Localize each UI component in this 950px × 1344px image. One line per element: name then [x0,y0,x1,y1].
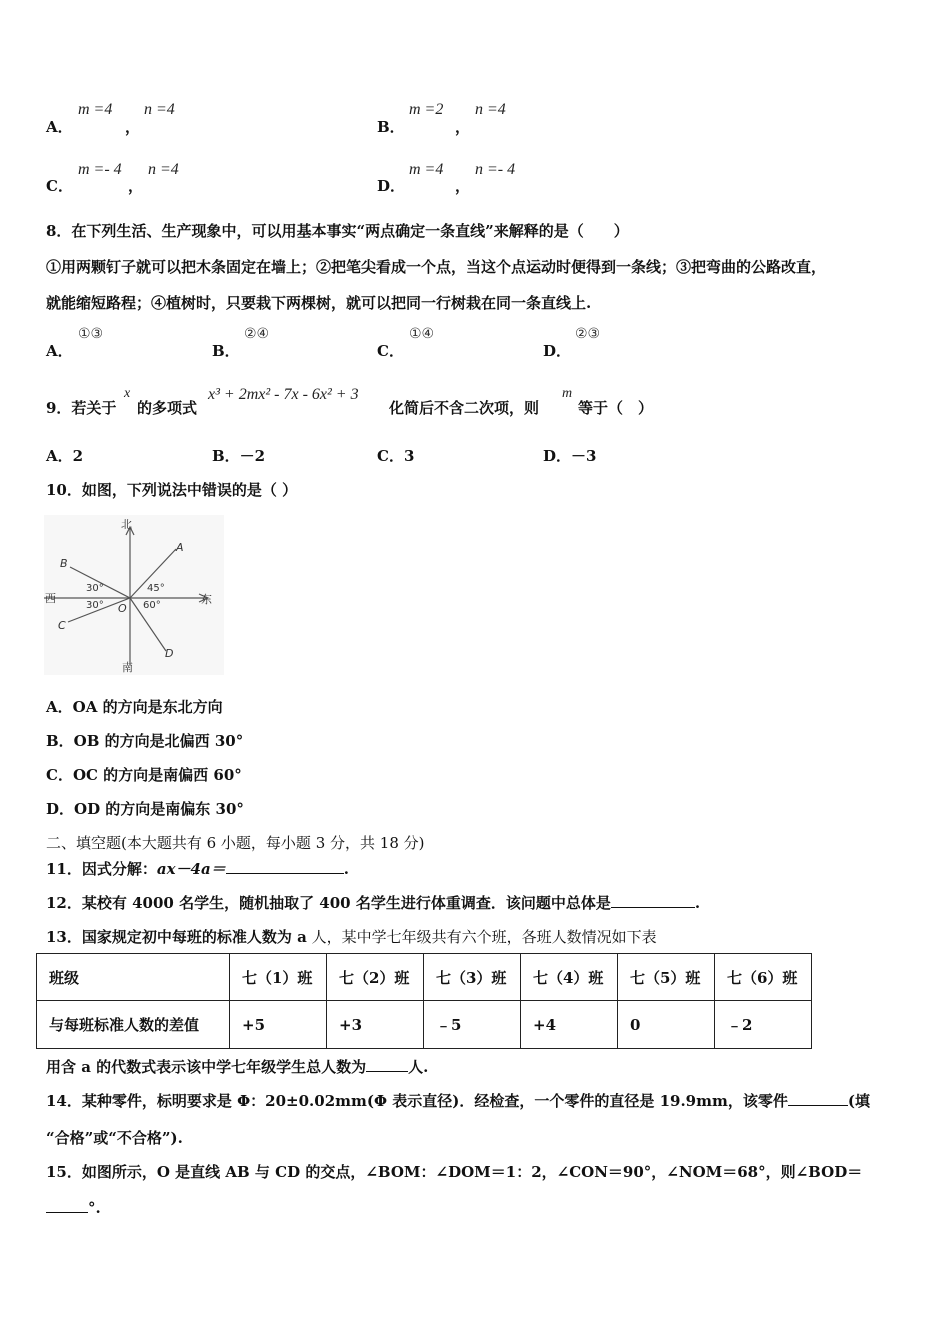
q13-after [46,1056,428,1077]
q9-var-x: x [124,386,131,401]
table-header-cell: 班级 [37,954,230,1001]
table-cell: +3 [327,1001,424,1049]
angle-a: 45° [147,583,165,594]
q11-pre: 11．因式分解： [46,860,157,878]
q8-option-d-label: D． [543,342,572,360]
q14-line1 [46,1090,870,1111]
q10-option-d: D．OD 的方向是南偏东 30° [46,800,244,818]
q14-line2: “合格”或“不合格”). [46,1129,183,1147]
q8-statement-line1: ①用两颗钉子就可以把木条固定在墙上；②把笔尖看成一个点，当这个点运动时便得到一条线；③把弯曲的公路改直， [46,258,827,276]
q14-line1-end: (填 [847,1092,870,1110]
label-north: 北 [121,518,132,531]
q8-option-d-value: ②③ [575,326,601,342]
label-d: D [165,647,174,660]
q11-answer-blank [226,859,344,874]
q15-line1: 15．如图所示，O 是直线 AB 与 CD 的交点，∠BOM：∠DOM＝1：2，∠CON＝90°，∠NOM＝68°，则∠BOD＝ [46,1163,863,1181]
q13-after-end: 人. [408,1058,429,1076]
table-header-cell: 七（4）班 [521,954,618,1001]
q9-stem-post: 化简后不含二次项，则 [389,399,540,417]
q10-option-a: A．OA 的方向是东北方向 [46,698,223,716]
q9-polynomial: x³ + 2mx² - 7x - 6x² + 3 [208,386,359,403]
q8-option-b-value: ②④ [244,326,270,342]
q9-var-m: m [562,386,573,401]
q7-option-b-n: n =4 [475,101,506,118]
q8-option-b-label: B． [212,342,240,360]
q9-option-d: D．－3 [543,447,597,465]
q7-option-a-n: n =4 [144,101,175,118]
q7-option-d-n: n =- 4 [475,161,516,178]
q7-option-c-comma: ， [128,177,144,195]
q7-option-d-label: D． [377,177,406,195]
q7-option-c-n: n =4 [148,161,179,178]
table-header-cell: 七（3）班 [424,954,521,1001]
q9-stem-pre: 9．若关于 [46,399,117,417]
table-header-row [37,954,812,1001]
q8-option-c-label: C． [377,342,404,360]
table-cell: 0 [618,1001,715,1049]
table-row [37,1001,812,1049]
q15-line2-end: °. [88,1199,101,1217]
q7-option-d-comma: ， [455,177,471,195]
q10-stem: 10．如图，下列说法中错误的是（ ） [46,481,298,499]
table-header-cell: 七（5）班 [618,954,715,1001]
table-cell: ﹣5 [424,1001,521,1049]
q13-after-text: 用含 a 的代数式表示该中学七年级学生总人数为 [46,1058,367,1076]
q7-option-c-label: C． [46,177,73,195]
q9-option-a: A．2 [46,447,84,465]
q9-option-b: B．－2 [212,447,266,465]
q8-stem: 8．在下列生活、生产现象中，可以用基本事实“两点确定一条直线”来解释的是（ ） [46,222,629,240]
q7-option-a-m: m =4 [78,101,113,118]
q10-option-b: B．OB 的方向是北偏西 30° [46,732,244,750]
q14-text: 14．某种零件，标明要求是 Φ：20±0.02mm(Φ 表示直径)．经检查，一个零件的直径是 19.9mm，该零件 [46,1092,788,1110]
q9-option-c: C．3 [377,447,415,465]
section-2-heading: 二、填空题(本大题共有 6 小题，每小题 3 分，共 18 分) [46,834,425,852]
q9-stem-end: 等于（ ） [578,399,654,417]
q8-option-c-value: ①④ [409,326,435,342]
q8-statement-line2: 就能缩短路程；④植树时，只要栽下两棵树，就可以把同一行树栽在同一条直线上. [46,294,592,312]
q8-option-a-label: A． [46,342,73,360]
q8-option-a-value: ①③ [78,326,104,342]
q14-answer-blank [788,1091,848,1106]
q7-option-d-m: m =4 [409,161,444,178]
q13-stem [46,926,657,947]
q13-stem-rest: 人，某中学七年级共有六个班，各班人数情况如下表 [306,928,657,946]
q7-option-b-m: m =2 [409,101,444,118]
label-east: 东 [201,593,212,606]
label-c: C [58,619,66,632]
q15-answer-blank [46,1198,88,1213]
compass-figure [44,515,224,675]
q12-end: . [694,894,701,912]
q7-option-b-label: B． [377,118,405,136]
q13-stem-bold: 13．国家规定初中每班的标准人数为 a [46,928,307,946]
angle-c: 30° [86,600,104,611]
q13-answer-blank [366,1057,408,1072]
q15-line2 [46,1198,101,1217]
table-cell: +4 [521,1001,618,1049]
q7-option-c-m: m =- 4 [78,161,122,178]
label-b: B [60,557,68,570]
q11-end: . [343,860,349,878]
class-difference-table [36,953,812,1049]
q7-option-a-comma: ， [125,118,141,136]
label-south: 南 [122,661,133,674]
label-a: A [176,541,184,554]
q12-text: 12．某校有 4000 名学生，随机抽取了 400 名学生进行体重调查．该问题中总体是 [46,894,611,912]
table-cell: +5 [230,1001,327,1049]
table-cell: 与每班标准人数的差值 [37,1001,230,1049]
q7-option-a-label: A． [46,118,73,136]
q7-option-b-comma: ， [455,118,471,136]
q9-stem-mid: 的多项式 [137,399,198,417]
q11 [46,858,349,879]
table-cell: ﹣2 [715,1001,812,1049]
q12 [46,892,700,913]
table-header-cell: 七（6）班 [715,954,812,1001]
angle-b: 30° [86,583,104,594]
q10-option-c: C．OC 的方向是南偏西 60° [46,766,242,784]
q11-expression: ax－4a＝ [156,860,226,878]
label-west: 西 [45,592,56,605]
angle-d: 60° [143,600,161,611]
q12-answer-blank [611,893,695,908]
table-header-cell: 七（2）班 [327,954,424,1001]
table-header-cell: 七（1）班 [230,954,327,1001]
label-o: O [118,602,127,615]
